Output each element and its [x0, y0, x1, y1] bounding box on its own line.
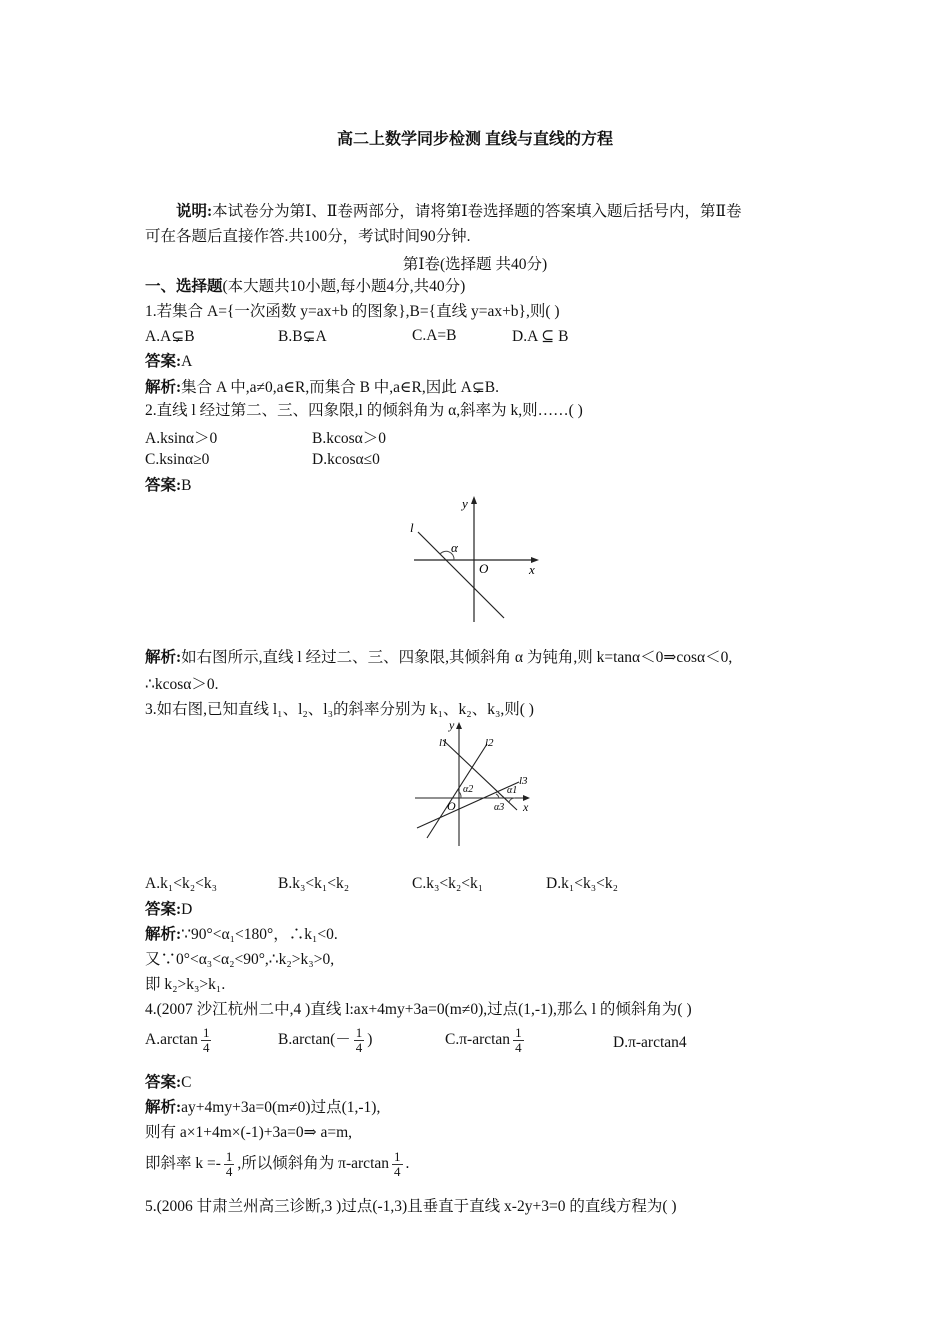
- q2-analysis-1: 解析:如右图所示,直线 l 经过二、三、四象限,其倾斜角 α 为钝角,则 k=tanα＜0⇒cosα＜0,: [145, 649, 733, 666]
- q4-stem: 4.(2007 沙江杭州二中,4 )直线 l:ax+4my+3a=0(m≠0),过点(1,-1),那么 l 的倾斜角为( ): [145, 1001, 692, 1018]
- q2-label-y: y: [462, 496, 468, 511]
- q1-option-d: D.A ⊆ B: [512, 328, 569, 345]
- q2-option-a: A.ksinα＞0: [145, 430, 218, 447]
- q2-answer: 答案:B: [145, 477, 192, 494]
- q3-label-l3: l3: [519, 775, 528, 787]
- q3-label-a2: α2: [463, 784, 474, 795]
- q3-label-a1: α1: [507, 785, 518, 796]
- q2-stem: 2.直线 l 经过第二、三、四象限,l 的倾斜角为 α,斜率为 k,则……( ): [145, 402, 583, 419]
- q2-label-l: l: [410, 520, 414, 535]
- q3-answer: 答案:D: [145, 901, 193, 918]
- q2-option-d: D.kcosα≤0: [312, 451, 380, 468]
- q4-analysis-1: 解析:ay+4my+3a=0(m≠0)过点(1,-1),: [145, 1099, 381, 1116]
- q3-label-l2: l2: [485, 737, 494, 749]
- q4-analysis-3: 即斜率 k =- $\frac{1}{4}$ ,所以倾斜角为 π-arctan $\frac{1}{4}$ .: [145, 1149, 410, 1179]
- q1-answer: 答案:A: [145, 353, 193, 370]
- q2-analysis-2: ∴kcosα＞0.: [145, 676, 219, 693]
- q2-label-alpha: α: [451, 540, 458, 555]
- q3-option-a: A.k₁<k₂<k₃: [145, 875, 218, 892]
- q3-lines-figure: [405, 716, 545, 851]
- volume-heading: 第Ⅰ卷(选择题 共40分): [402, 256, 548, 273]
- intro-line-2: 可在各题后直接作答.共100分，考试时间90分钟.: [145, 228, 471, 245]
- q2-option-c: C.ksinα≥0: [145, 451, 210, 468]
- q1-option-a: A.A⊊B: [145, 328, 195, 345]
- q3-option-c: C.k₃<k₂<k₁: [412, 875, 484, 892]
- q3-analysis-3: 即 k₂>k₃>k₁.: [145, 976, 226, 993]
- q3-label-x: x: [523, 800, 529, 814]
- q4-option-b: B.arctan(－ $\frac{1}{4}$ ): [278, 1025, 373, 1055]
- q3-label-y: y: [449, 718, 455, 732]
- q3-option-b: B.k₃<k₁<k₂: [278, 875, 350, 892]
- q4-option-d: D.π-arctan4: [613, 1034, 687, 1051]
- q3-label-o: O: [447, 799, 456, 813]
- q1-stem: 1.若集合 A={一次函数 y=ax+b 的图象},B={直线 y=ax+b},则( ): [145, 303, 560, 320]
- q4-analysis-2: 则有 a×1+4m×(-1)+3a=0⇒ a=m,: [145, 1124, 353, 1141]
- q3-analysis-1: 解析:∵90°<α₁<180°，∴k₁<0.: [145, 926, 338, 943]
- q1-option-b: B.B⊊A: [278, 328, 327, 345]
- q4-option-c: C.π-arctan $\frac{1}{4}$: [445, 1025, 522, 1055]
- q3-label-l1: l1: [439, 737, 448, 749]
- q3-analysis-2: 又∵0°<α₃<α₂<90°,∴k₂>k₃>0,: [145, 951, 335, 968]
- q3-angle-arc-1: [509, 798, 515, 802]
- document-title: 高二上数学同步检测 直线与直线的方程: [336, 131, 613, 148]
- q4-answer: 答案:C: [145, 1074, 192, 1091]
- q3-label-a3: α3: [494, 802, 505, 813]
- q1-option-c: C.A=B: [412, 327, 457, 344]
- q2-line-figure: [400, 492, 550, 627]
- q3-option-d: D.k₁<k₃<k₂: [546, 875, 619, 892]
- q2-label-o: O: [479, 561, 489, 576]
- q2-label-x: x: [529, 562, 535, 577]
- q1-analysis: 解析:集合 A 中,a≠0,a∈R,而集合 B 中,a∈R,因此 A⊊B.: [145, 379, 500, 396]
- q2-y-arrow: [471, 496, 477, 504]
- intro-line-1: 说明:本试卷分为第Ⅰ、Ⅱ卷两部分，请将第Ⅰ卷选择题的答案填入题后括号内，第Ⅱ卷: [176, 203, 742, 220]
- q2-option-b: B.kcosα＞0: [312, 430, 386, 447]
- q2-line-l: [418, 532, 504, 618]
- section-heading: 一、选择题(本大题共10小题,每小题4分,共40分): [145, 278, 466, 295]
- q3-line-l2: [427, 744, 487, 838]
- q5-stem: 5.(2006 甘肃兰州高三诊断,3 )过点(-1,3)且垂直于直线 x-2y+3=0 的直线方程为( ): [145, 1198, 677, 1215]
- q3-angle-arc-3: [496, 794, 499, 798]
- q3-stem: 3.如右图,已知直线 l₁、l₂、l₃的斜率分别为 k₁、k₂、k₃,则( ): [145, 701, 534, 718]
- q4-option-a: A.arctan $\frac{1}{4}$: [145, 1025, 210, 1055]
- q3-y-arrow: [456, 722, 462, 729]
